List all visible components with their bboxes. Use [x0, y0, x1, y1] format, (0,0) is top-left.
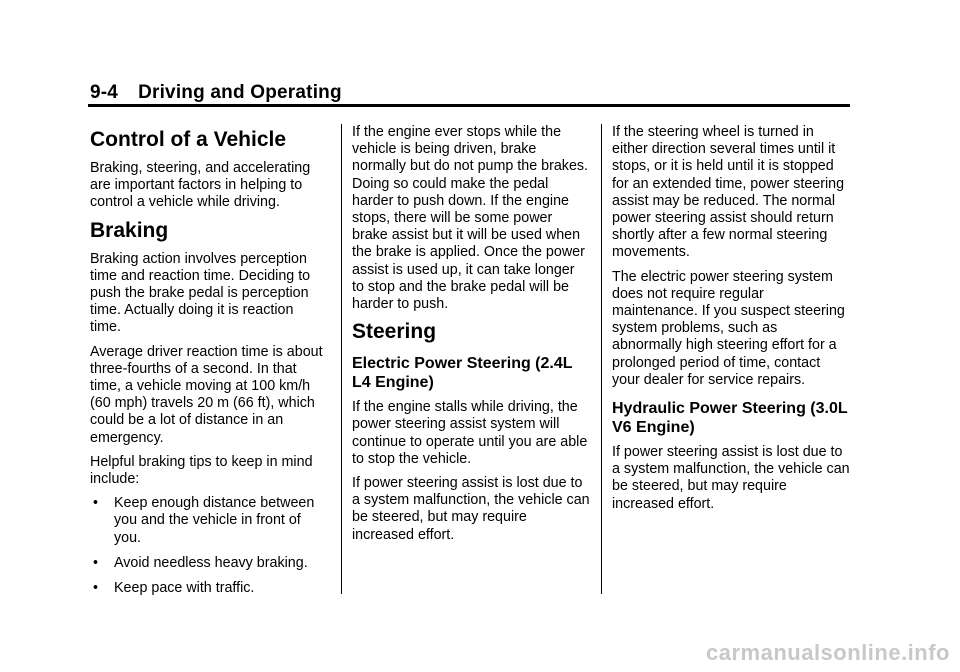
bullet-icon: •: [93, 495, 99, 512]
paragraph-eps-1: If the engine stalls while driving, the power steering assist system will continue to operate until you are able to stop the vehicle.: [352, 399, 588, 467]
paragraph-braking-3: Helpful braking tips to keep in mind include:: [90, 453, 313, 488]
watermark-text: carmanualsonline.info: [706, 640, 950, 665]
column-divider-2: [601, 124, 602, 594]
bullet-icon: •: [93, 554, 99, 571]
bullet-text: Avoid needless heavy braking.: [114, 554, 308, 571]
heading-steering: Steering: [352, 320, 437, 344]
paragraph-control: Braking, steering, and accelerating are important factors in helping to control a vehicle while driving.: [90, 160, 311, 211]
column-1: [90, 124, 328, 605]
paragraph-maintenance: The electric power steering system does not require regular maintenance. If you suspect steering system problems, such as abnormally high steering effort for a prolonged period of time, contact your dealer for service repairs.: [612, 268, 845, 388]
bullet-text: Keep enough distance between you and the vehicle in front of you.: [114, 495, 315, 546]
page-number: 9-4: [90, 82, 119, 103]
bullet-text: Keep pace with traffic.: [114, 580, 255, 597]
list-item: [90, 580, 328, 597]
paragraph-braking-1: Braking action involves perception time and reaction time. Deciding to push the brake pedal is perception time. Actually doing it is reaction time.: [90, 250, 311, 336]
paragraph-hps: If power steering assist is lost due to a system malfunction, the vehicle can be steered, but may require increased effort.: [612, 444, 850, 512]
list-item: [90, 495, 328, 547]
header-rule: [88, 104, 850, 107]
list-item: [90, 555, 328, 572]
bullet-icon: •: [93, 580, 99, 597]
section-title: Driving and Operating: [138, 82, 342, 103]
heading-electric-power-steering: Electric Power Steering (2.4L L4 Engine): [352, 355, 573, 392]
paragraph-steering-turned: If the steering wheel is turned in either direction several times until it stops, or it is held until it is stopped for an extended time, power steering assist may be reduced. The normal power steering assist should return shortly after a few normal steering movements.: [612, 124, 845, 261]
column-3: [612, 124, 850, 520]
paragraph-engine-stops: If the engine ever stops while the vehicle is being driven, brake normally but do not pump the brakes. Doing so could make the pedal harder to push down. If the engine stops, there will be some power brake assist but it will be used when the brake is applied. Once the power assist is used up, it can take longer to stop and the brake pedal will be harder to push.: [352, 124, 589, 313]
paragraph-braking-2: Average driver reaction time is about three-fourths of a second. In that time, a vehicle moving at 100 km/h (60 mph) travels 20 m (66 ft), which could be a lot of distance in an emergency.: [90, 343, 323, 446]
column-divider-1: [341, 124, 342, 594]
page-header: [90, 82, 342, 104]
column-2: [352, 124, 590, 551]
paragraph-eps-2: If power steering assist is lost due to a system malfunction, the vehicle can be steered, but may require increased effort.: [352, 475, 590, 543]
heading-hydraulic-power-steering: Hydraulic Power Steering (3.0L V6 Engine): [612, 400, 848, 437]
heading-control-of-a-vehicle: Control of a Vehicle: [90, 128, 287, 151]
heading-braking: Braking: [90, 218, 169, 242]
